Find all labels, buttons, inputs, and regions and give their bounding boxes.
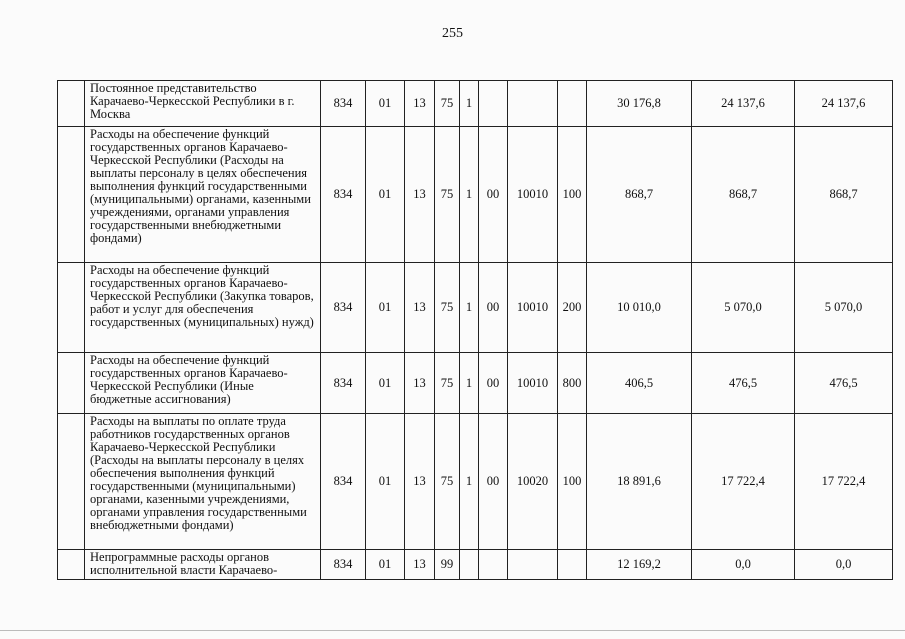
ministry-code: 834 bbox=[321, 81, 366, 127]
program-code: 75 bbox=[435, 263, 460, 353]
budget-table bbox=[57, 80, 893, 580]
table-row bbox=[58, 263, 893, 353]
subprogram-code: 1 bbox=[460, 414, 479, 550]
row-gutter bbox=[58, 414, 85, 550]
section-code: 01 bbox=[366, 127, 405, 263]
page-number: 255 bbox=[442, 26, 463, 41]
direction-code: 10010 bbox=[508, 263, 558, 353]
amount-year-2: 476,5 bbox=[692, 353, 795, 414]
ministry-code: 834 bbox=[321, 263, 366, 353]
amount-year-2: 5 070,0 bbox=[692, 263, 795, 353]
subprogram-code: 1 bbox=[460, 353, 479, 414]
ministry-code: 834 bbox=[321, 550, 366, 580]
row-description: Постоянное представительство Карачаево-Черкесской Республики в г. Москва bbox=[85, 81, 321, 127]
direction-code bbox=[508, 81, 558, 127]
main-event-code: 00 bbox=[479, 263, 508, 353]
table-row bbox=[58, 81, 893, 127]
program-code: 99 bbox=[435, 550, 460, 580]
section-code: 01 bbox=[366, 414, 405, 550]
expense-type-code: 100 bbox=[558, 127, 587, 263]
subprogram-code: 1 bbox=[460, 127, 479, 263]
amount-year-3: 24 137,6 bbox=[795, 81, 893, 127]
amount-year-3: 0,0 bbox=[795, 550, 893, 580]
amount-year-1: 406,5 bbox=[587, 353, 692, 414]
expense-type-code: 100 bbox=[558, 414, 587, 550]
amount-year-3: 17 722,4 bbox=[795, 414, 893, 550]
amount-year-1: 18 891,6 bbox=[587, 414, 692, 550]
section-code: 01 bbox=[366, 81, 405, 127]
section-code: 01 bbox=[366, 550, 405, 580]
amount-year-3: 868,7 bbox=[795, 127, 893, 263]
scan-edge-divider bbox=[0, 630, 905, 631]
row-gutter bbox=[58, 353, 85, 414]
subsection-code: 13 bbox=[405, 127, 435, 263]
amount-year-1: 10 010,0 bbox=[587, 263, 692, 353]
amount-year-1: 868,7 bbox=[587, 127, 692, 263]
row-description: Непрограммные расходы органов исполнительной власти Карачаево- bbox=[85, 550, 321, 580]
expense-type-code: 200 bbox=[558, 263, 587, 353]
amount-year-3: 476,5 bbox=[795, 353, 893, 414]
main-event-code: 00 bbox=[479, 127, 508, 263]
table-row bbox=[58, 550, 893, 580]
row-description: Расходы на выплаты по оплате труда работников государственных органов Карачаево-Черкесской Республики (Расходы на выплаты персоналу в целях обеспечения выполнения функций государственными (муниципальными) органами, казенными учреждениями, органами управления государственными внебюджетными фондами) bbox=[85, 414, 321, 550]
amount-year-2: 0,0 bbox=[692, 550, 795, 580]
direction-code: 10010 bbox=[508, 127, 558, 263]
program-code: 75 bbox=[435, 353, 460, 414]
table-row bbox=[58, 127, 893, 263]
row-gutter bbox=[58, 263, 85, 353]
subprogram-code: 1 bbox=[460, 81, 479, 127]
ministry-code: 834 bbox=[321, 353, 366, 414]
expense-type-code bbox=[558, 81, 587, 127]
program-code: 75 bbox=[435, 127, 460, 263]
program-code: 75 bbox=[435, 81, 460, 127]
main-event-code: 00 bbox=[479, 353, 508, 414]
row-gutter bbox=[58, 550, 85, 580]
subprogram-code: 1 bbox=[460, 263, 479, 353]
subsection-code: 13 bbox=[405, 550, 435, 580]
expense-type-code bbox=[558, 550, 587, 580]
ministry-code: 834 bbox=[321, 414, 366, 550]
program-code: 75 bbox=[435, 414, 460, 550]
ministry-code: 834 bbox=[321, 127, 366, 263]
section-code: 01 bbox=[366, 263, 405, 353]
amount-year-1: 12 169,2 bbox=[587, 550, 692, 580]
subprogram-code bbox=[460, 550, 479, 580]
main-event-code bbox=[479, 81, 508, 127]
expense-type-code: 800 bbox=[558, 353, 587, 414]
subsection-code: 13 bbox=[405, 263, 435, 353]
row-gutter bbox=[58, 81, 85, 127]
direction-code: 10020 bbox=[508, 414, 558, 550]
table-row bbox=[58, 414, 893, 550]
row-gutter bbox=[58, 127, 85, 263]
section-code: 01 bbox=[366, 353, 405, 414]
amount-year-3: 5 070,0 bbox=[795, 263, 893, 353]
subsection-code: 13 bbox=[405, 414, 435, 550]
amount-year-1: 30 176,8 bbox=[587, 81, 692, 127]
subsection-code: 13 bbox=[405, 353, 435, 414]
direction-code bbox=[508, 550, 558, 580]
table-row bbox=[58, 353, 893, 414]
direction-code: 10010 bbox=[508, 353, 558, 414]
main-event-code bbox=[479, 550, 508, 580]
row-description: Расходы на обеспечение функций государственных органов Карачаево-Черкесской Республики (Закупка товаров, работ и услуг для обеспечения государственных (муниципальных) нужд) bbox=[85, 263, 321, 353]
main-event-code: 00 bbox=[479, 414, 508, 550]
amount-year-2: 17 722,4 bbox=[692, 414, 795, 550]
row-description: Расходы на обеспечение функций государственных органов Карачаево-Черкесской Республики (Расходы на выплаты персоналу в целях обеспечения выполнения функций государственными (муниципальными) органами, казенными учреждениями, органами управления государственными внебюджетными фондами) bbox=[85, 127, 321, 263]
row-description: Расходы на обеспечение функций государственных органов Карачаево-Черкесской Республики (Иные бюджетные ассигнования) bbox=[85, 353, 321, 414]
amount-year-2: 24 137,6 bbox=[692, 81, 795, 127]
amount-year-2: 868,7 bbox=[692, 127, 795, 263]
subsection-code: 13 bbox=[405, 81, 435, 127]
